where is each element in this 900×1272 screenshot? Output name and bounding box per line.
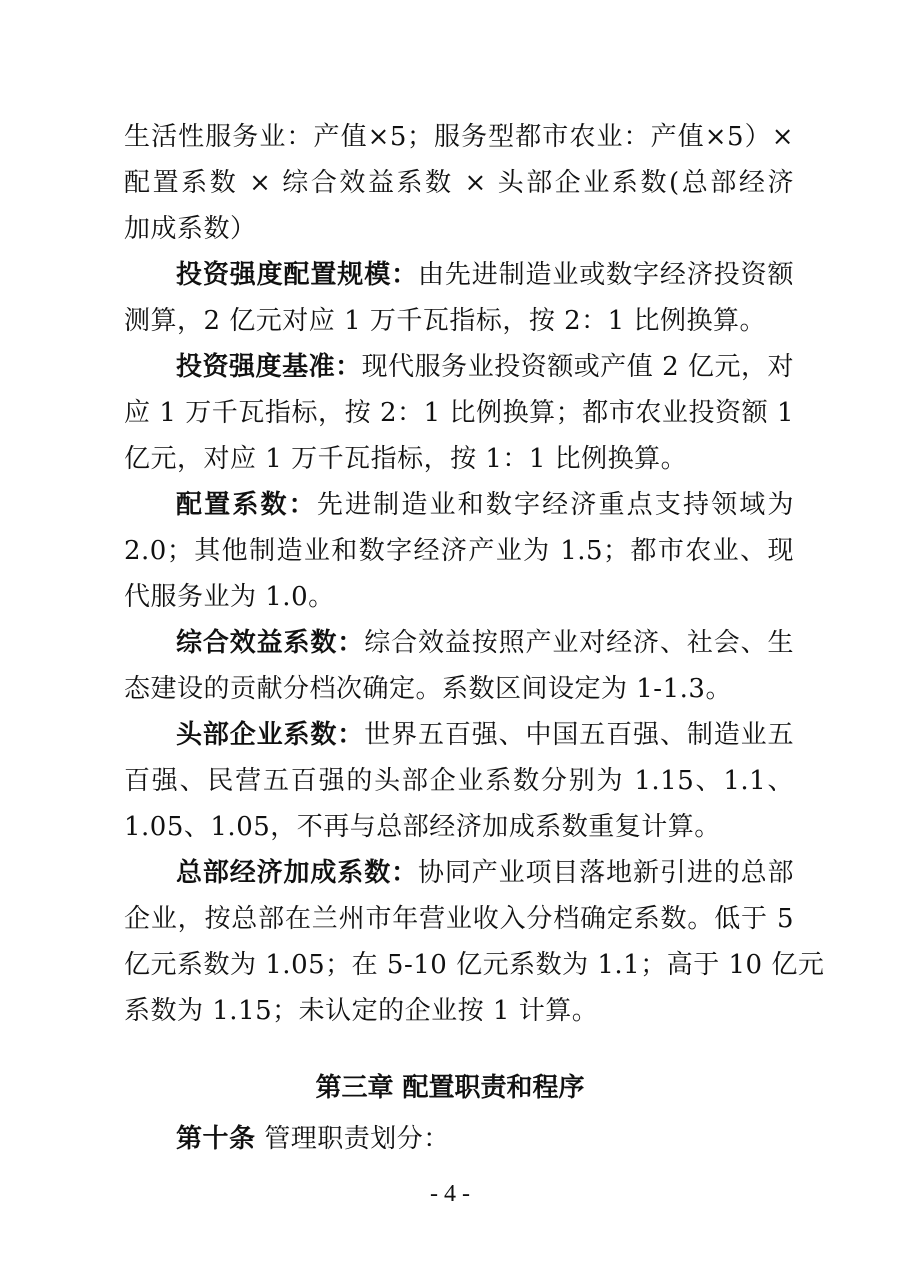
paragraph-hq-coefficient — [176, 858, 794, 888]
body-line: 配置系数 × 综合效益系数 × 头部企业系数(总部经济 — [124, 168, 794, 198]
body-line: 代服务业为 1.0。 — [124, 582, 335, 612]
article-heading — [176, 1124, 794, 1154]
paragraph-investment-scale — [176, 260, 794, 290]
body-line: 系数为 1.15；未认定的企业按 1 计算。 — [124, 996, 599, 1026]
article-text: 管理职责划分： — [264, 1124, 450, 1154]
body-line: 应 1 万千瓦指标，按 2：1 比例换算；都市农业投资额 1 — [124, 398, 794, 428]
paragraph-head-coefficient — [176, 720, 794, 750]
term-label: 头部企业系数： — [176, 720, 365, 750]
paragraph-investment-benchmark — [176, 352, 794, 382]
body-line: 企业，按总部在兰州市年营业收入分档确定系数。低于 5 — [124, 904, 794, 934]
body-line: 百强、民营五百强的头部企业系数分别为 1.15、1.1、 — [124, 766, 794, 796]
term-text: 世界五百强、中国五百强、制造业五 — [364, 720, 794, 750]
term-label: 总部经济加成系数： — [176, 858, 418, 888]
body-line: 测算，2 亿元对应 1 万千瓦指标，按 2：1 比例换算。 — [124, 306, 766, 336]
term-label: 配置系数： — [176, 490, 317, 520]
article-label: 第十条 — [176, 1124, 256, 1154]
term-text: 协同产业项目落地新引进的总部 — [417, 858, 794, 888]
body-line: 1.05、1.05，不再与总部经济加成系数重复计算。 — [124, 812, 721, 842]
page-number: - 4 - — [430, 1181, 470, 1207]
paragraph-config-coefficient — [176, 490, 794, 520]
term-label: 投资强度配置规模： — [176, 260, 418, 290]
term-text: 综合效益按照产业对经济、社会、生 — [364, 628, 794, 658]
term-text: 由先进制造业或数字经济投资额 — [417, 260, 794, 290]
term-label: 投资强度基准： — [176, 352, 362, 382]
chapter-title: 第三章 配置职责和程序 — [315, 1073, 585, 1103]
term-label: 综合效益系数： — [176, 628, 365, 658]
term-text: 先进制造业和数字经济重点支持领域为 — [316, 490, 794, 520]
paragraph-benefit-coefficient — [176, 628, 794, 658]
body-line: 态建设的贡献分档次确定。系数区间设定为 1-1.3。 — [124, 674, 732, 704]
term-text: 现代服务业投资额或产值 2 亿元，对 — [361, 352, 794, 382]
body-line: 2.0；其他制造业和数字经济产业为 1.5；都市农业、现 — [124, 536, 794, 566]
body-line: 亿元系数为 1.05；在 5-10 亿元系数为 1.1；高于 10 亿元 — [124, 950, 825, 980]
body-line: 加成系数） — [124, 214, 257, 244]
body-line: 亿元，对应 1 万千瓦指标，按 1：1 比例换算。 — [124, 444, 688, 474]
body-line: 生活性服务业：产值×5；服务型都市农业：产值×5）× — [124, 122, 794, 152]
